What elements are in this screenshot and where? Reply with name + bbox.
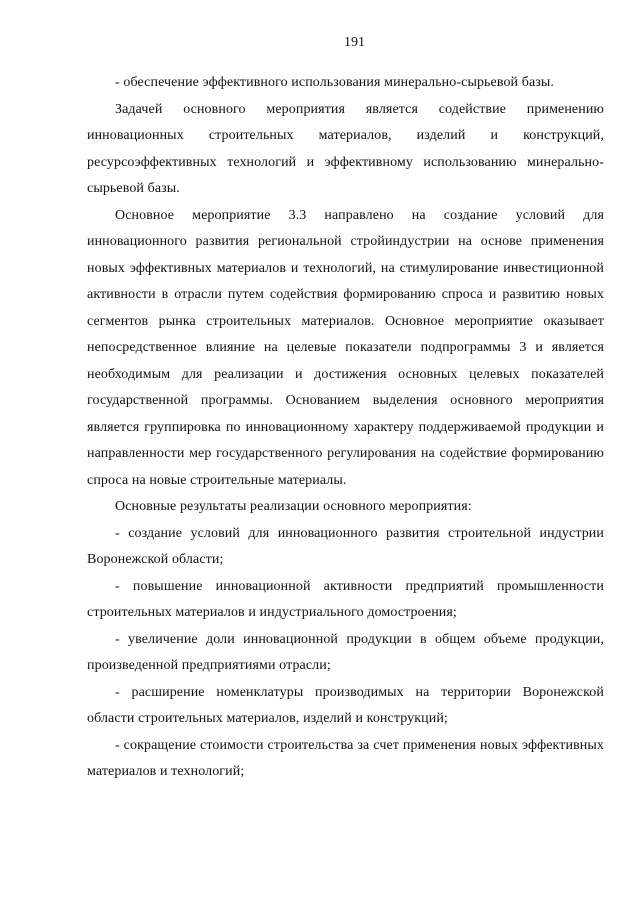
list-item-innovation-activity: - повышение инновационной активности предприятий промышленности строительных материалов и индустриального домостроения; <box>87 578 604 620</box>
paragraph-results-heading: Основные результаты реализации основного мероприятия: <box>115 499 472 514</box>
list-item-nomenclature: - расширение номенклатуры производимых на территории Воронежской области строительных материалов, изделий и конструкций; <box>87 684 604 726</box>
paragraph-measure-3-3: Основное мероприятие 3.3 направлено на создание условий для инновационного развития региональной стройиндустрии на основе применения новых эффективных материалов и технологий, на стимулирование инвестиционной активности в отрасли путем содействия формированию спроса и развитию новых сегментов рынка строительных материалов. Основное мероприятие оказывает непосредственное влияние на целевые показатели подпрограммы 3 и является необходимым для реализации и достижения основных целевых показателей государственной программы. Основанием выделения основного мероприятия является группировка по инновационному характеру поддерживаемой продукции и направленности мер государственного регулирования на содействие формированию спроса на новые строительные материалы. <box>87 207 604 488</box>
paragraph-task: Задачей основного мероприятия является содействие применению инновационных строительных материалов, изделий и конструкций, ресурсоэффективных технологий и эффективному использованию минерально-сырьевой базы. <box>87 101 604 196</box>
list-item-cost-reduction: - сокращение стоимости строительства за счет применения новых эффективных материалов и технологий; <box>87 737 604 779</box>
list-item-innovation-conditions: - создание условий для инновационного развития строительной индустрии Воронежской области; <box>87 525 604 567</box>
paragraph-mineral-base: - обеспечение эффективного использования минерально-сырьевой базы. <box>115 75 555 90</box>
list-item-innovative-share: - увеличение доли инновационной продукции в общем объеме продукции, произведенной предприятиями отрасли; <box>87 631 604 673</box>
page-number: 191 <box>344 35 365 50</box>
